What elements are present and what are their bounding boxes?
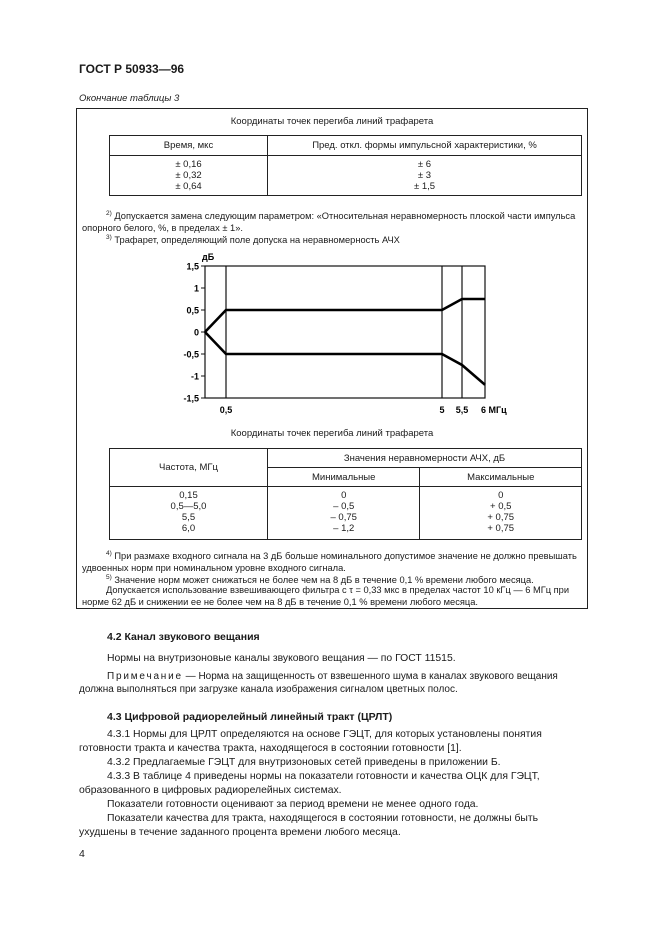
footnote-2: $^{2)}$ Допускается замена следующим параметром: «Относительная неравномерность плоской части импульса опорного белого, %, в пределах ± 1».	[82, 210, 576, 234]
chart-ticks	[183, 262, 507, 416]
footnote-4: $^{4)}$ При размахе входного сигнала на 3 дБ больше номинального допустимое значение не должно превышать удвоенных норм при номинальном уровне входного сигнала.	[82, 550, 577, 574]
section-4-3-3: 4.3.3 В таблице 4 приведены нормы на показатели готовности и качества ОЦК для ГЭЦТ, образованного в цифровых радиорелейных системах.	[79, 771, 540, 796]
table2-cell-max: 0 + 0,5 + 0,75 + 0,75	[420, 487, 582, 540]
chart-grid	[205, 266, 485, 398]
table1	[109, 135, 582, 196]
table1-col-deviation: Пред. откл. формы импульсной характеристики, %	[268, 136, 582, 156]
section-4-3-paragraph-4: Показатели готовности оценивают за период времени не менее одного года.	[107, 799, 479, 810]
table2-title: Координаты точек перегиба линий трафарета	[230, 428, 434, 439]
chart-ytick-label: -1	[190, 371, 199, 382]
footnote-3: $^{3)}$ Трафарет, определяющий поле допуска на неравномерность АЧХ	[106, 234, 400, 246]
table2-cell-frequency: 0,15 0,5—5,0 5,5 6,0	[110, 487, 268, 540]
table2-cell-min: 0 – 0,5 – 0,75 – 1,2	[268, 487, 420, 540]
table1-cell: ± 0,64	[175, 181, 202, 192]
table2	[109, 448, 582, 540]
chart-xtick-label: 0,5	[219, 405, 233, 415]
chart-xtick-label: 6 МГц	[481, 405, 507, 415]
table2-col-frequency: Частота, МГц	[110, 449, 268, 487]
chart-ytick-label: -0,5	[183, 349, 199, 360]
chart-xtick-label: 5	[439, 405, 445, 415]
chart-plot-frame	[205, 266, 485, 398]
table1-cell: ± 0,16	[175, 159, 202, 170]
chart-ytick-label: 1	[193, 283, 199, 294]
afc-tolerance-chart	[170, 248, 507, 420]
footnote-5-continued: Допускается использование взвешивающего фильтра с τ = 0,33 мкс в пределах частот 10 кГц — 6 МГц при норме 62 дБ и снижении ее не более чем на 8 дБ в течение 0,1 % времени любого месяца.	[82, 585, 570, 607]
table1-cell: ± 1,5	[413, 181, 436, 192]
table2-col-max: Максимальные	[420, 468, 582, 487]
section-4-3-1: 4.3.1 Нормы для ЦРЛТ определяются на основе ГЭЦТ, для которых установлены понятия готовности тракта и качества тракта, находящегося в состоянии готовности [1].	[79, 729, 542, 754]
table1-body	[110, 156, 582, 196]
section-4-2-paragraph: Нормы на внутризоновые каналы звукового вещания — по ГОСТ 11515.	[107, 653, 456, 664]
section-4-3-2: 4.3.2 Предлагаемые ГЭЦТ для внутризоновых сетей приведены в приложении Б.	[107, 757, 501, 768]
chart-ylabel: дБ	[202, 252, 215, 262]
chart-ytick-label: 0	[193, 327, 199, 338]
table1-title: Координаты точек перегиба линий трафарета	[230, 116, 434, 127]
table-caption: Окончание таблицы 3	[79, 93, 180, 104]
table1-cell: ± 3	[417, 170, 432, 181]
table2-group-header: Значения неравномерности АЧХ, дБ	[268, 449, 582, 468]
table1-cell: ± 6	[417, 159, 432, 170]
chart-ytick-label: 1,5	[186, 261, 199, 272]
section-4-3-heading: 4.3 Цифровой радиорелейный линейный тракт (ЦРЛТ)	[107, 711, 393, 723]
table1-cell: ± 0,32	[175, 170, 202, 181]
table1-col-time: Время, мкс	[110, 136, 268, 156]
chart-ytick-label: -1,5	[183, 393, 199, 404]
chart-xtick-label: 5,5	[455, 405, 469, 415]
section-4-2-heading: 4.2 Канал звукового вещания	[107, 631, 260, 643]
footnote-5: $^{5)}$ Значение норм может снижаться не более чем на 8 дБ в течение 0,1 % времени любого месяца.	[106, 574, 534, 586]
chart-series-lower	[205, 332, 485, 385]
chart-series-upper	[205, 299, 485, 332]
section-4-3-paragraph-5: Показатели качества для тракта, находящегося в состоянии готовности, не должны быть ухудшены в течение заданного процента времени любого месяца.	[79, 813, 539, 838]
chart-ytick-label: 0,5	[186, 305, 199, 316]
page-number: 4	[79, 848, 85, 860]
table2-col-min: Минимальные	[268, 468, 420, 487]
chart-series	[205, 299, 485, 385]
document-id: ГОСТ Р 50933—96	[79, 62, 185, 76]
section-4-2-note: Примечание — Норма на защищенность от взвешенного шума в каналах звукового вещания должна выполняться при загрузке канала изображения сигналом цветных полос.	[79, 671, 558, 695]
